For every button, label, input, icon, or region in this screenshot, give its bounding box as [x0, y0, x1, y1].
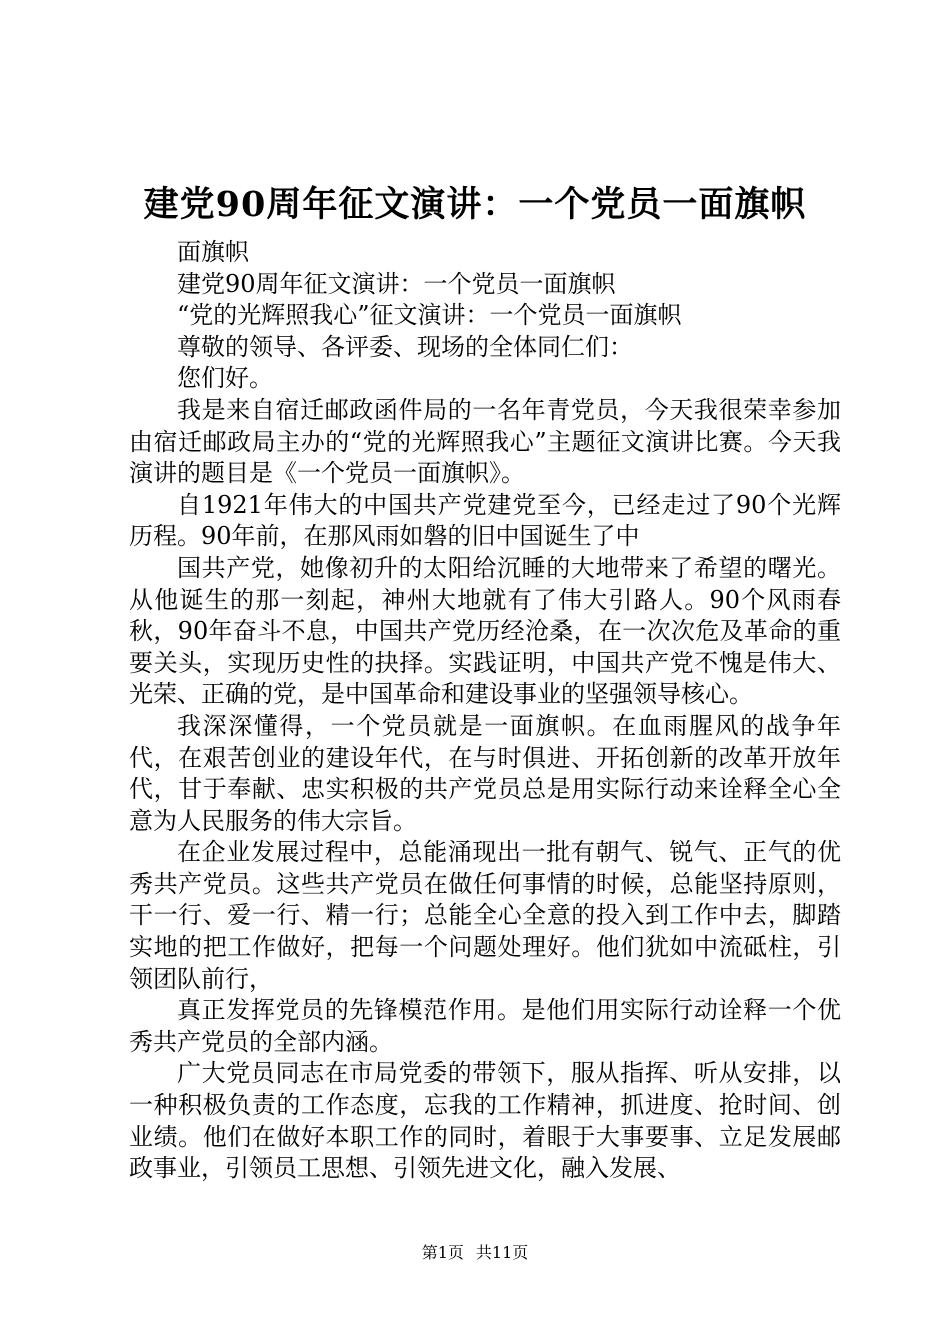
paragraph: 尊敬的领导、各评委、现场的全体同仁们： — [177, 332, 633, 361]
document-title: 建党90周年征文演讲：一个党员一面旗帜 — [143, 184, 807, 225]
paragraph: 在企业发展过程中，总能涌现出一批有朝气、锐气、正气的优秀共产党员。这些共产党员在做任何事情的时候，总能坚持原则，干一行、爱一行、精一行；总能全心全意的投入到工作中去，脚踏实地的把工作做好，把每一个问题处理好。他们犹如中流砥柱，引领团队前行， — [129, 838, 841, 993]
paragraph: 建党90周年征文演讲：一个党员一面旗帜 — [177, 269, 616, 298]
paragraph: “党的光辉照我心”征文演讲：一个党员一面旗帜 — [177, 301, 682, 330]
page-number: 第1页 — [421, 1243, 464, 1262]
paragraph: 真正发挥党员的先锋模范作用。是他们用实际行动诠释一个优秀共产党员的全部内涵。 — [129, 996, 841, 1056]
paragraph: 国共产党，她像初升的太阳给沉睡的大地带来了希望的曙光。从他诞生的那一刻起，神州大地就有了伟大引路人。90个风雨春秋，90年奋斗不息，中国共产党历经沧桑，在一次次危及革命的重要关头，实现历史性的抉择。实践证明，中国共产党不愧是伟大、光荣、正确的党，是中国革命和建设事业的坚强领导核心。 — [129, 553, 841, 709]
paragraph: 我是来自宿迁邮政函件局的一名年青党员，今天我很荣幸参加由宿迁邮政局主办的“党的光辉照我心”主题征文演讲比赛。今天我演讲的题目是《一个党员一面旗帜》。 — [129, 395, 841, 488]
paragraph: 我深深懂得，一个党员就是一面旗帜。在血雨腥风的战争年代，在艰苦创业的建设年代，在与时俱进、开拓创新的改革开放年代，甘于奉献、忠实积极的共产党员总是用实际行动来诠释全心全意为人民服务的伟大宗旨。 — [129, 711, 841, 835]
document-body — [129, 237, 841, 1185]
paragraph: 您们好。 — [177, 364, 273, 393]
paragraph: 面旗帜 — [177, 238, 249, 266]
paragraph: 自1921年伟大的中国共产党建党至今，已经走过了90个光辉历程。90年前，在那风雨如磐的旧中国诞生了中 — [129, 490, 841, 551]
total-pages: 共11页 — [475, 1243, 529, 1262]
page-footer — [0, 1242, 950, 1264]
paragraph: 广大党员同志在市局党委的带领下，服从指挥、听从安排，以一种积极负责的工作态度，忘我的工作精神，抓进度、抢时间、创业绩。他们在做好本职工作的同时，着眼于大事要事、立足发展邮政事业，引领员工思想、引领先进文化，融入发展、 — [129, 1059, 841, 1183]
